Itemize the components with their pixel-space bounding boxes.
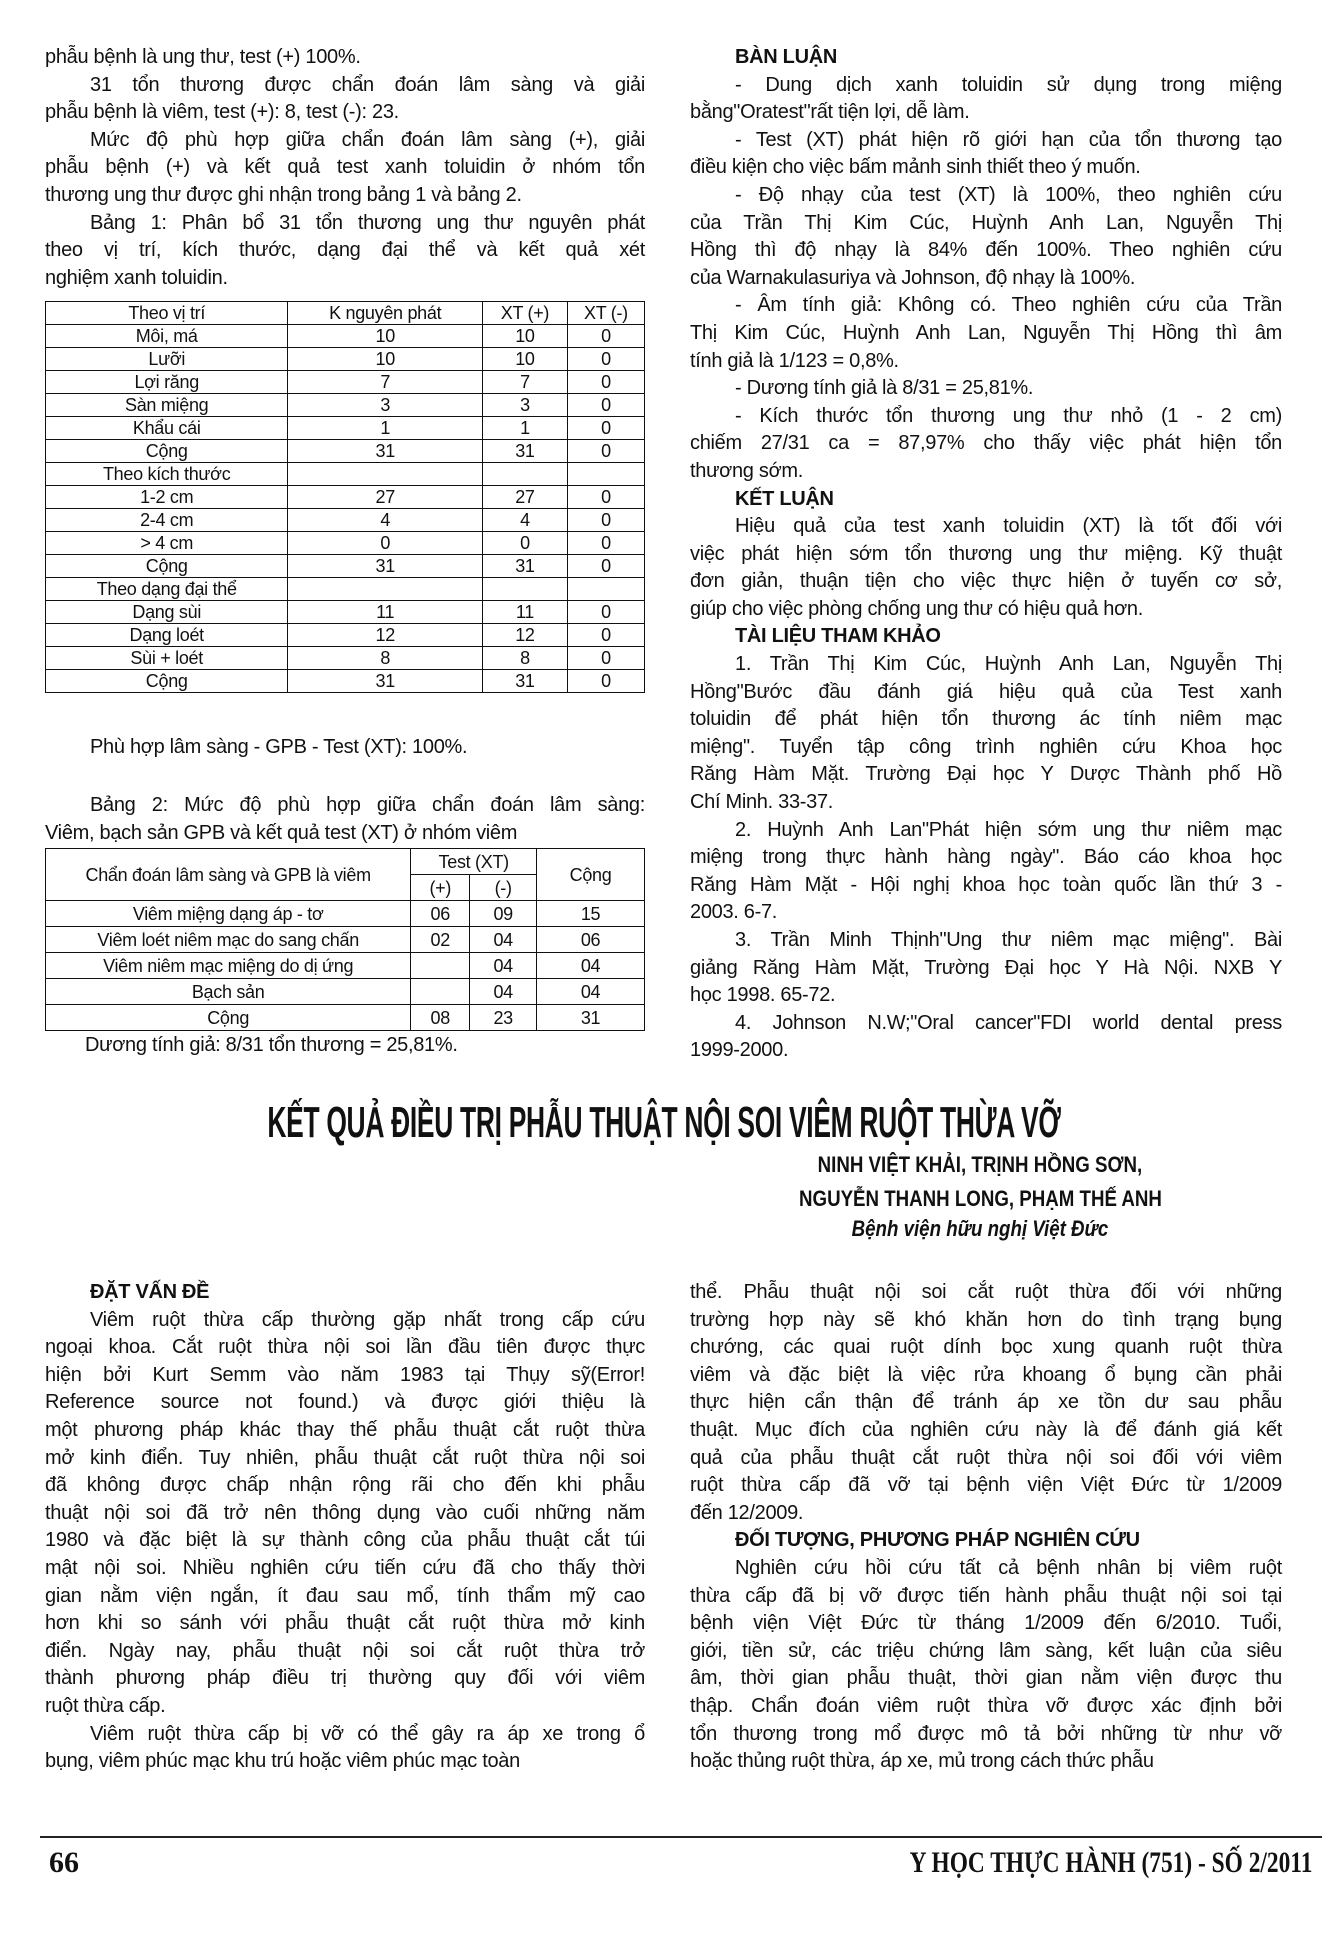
table-row <box>46 624 645 647</box>
journal-footer: Y HỌC THỰC HÀNH (751) - SỐ 2/2011 <box>909 1846 1312 1879</box>
table-cell: 0 <box>567 371 644 394</box>
table-row <box>46 979 645 1005</box>
table-cell: 31 <box>288 555 483 578</box>
text-line: - Âm tính giả: Không có. Theo nghiên cứu của Trần <box>735 294 1282 317</box>
table-row <box>46 509 645 532</box>
text-line: - Kích thước tổn thương ung thư nhỏ (1 - 2 cm) <box>735 404 1282 427</box>
text-line: thành phương pháp điều trị thường quy đối với viêm <box>45 1667 645 1690</box>
text-line: giới, tiền sử, các triệu chứng lâm sàng, kết luận của siêu <box>690 1639 1282 1662</box>
table-row <box>46 953 645 979</box>
table-cell: 3 <box>288 394 483 417</box>
text-line: miệng". Tuyển tập công trình nghiên cứu Khoa học <box>690 735 1282 758</box>
table-1-caption: Phù hợp lâm sàng - GPB - Test (XT): 100%. <box>90 736 468 758</box>
table-cell: 0 <box>567 555 644 578</box>
table-cell: 0 <box>482 532 567 555</box>
text-line: Thị Kim Cúc, Huỳnh Anh Lan, Nguyễn Thị Hồng thì âm <box>690 321 1282 344</box>
text-line: Chí Minh. 33-37. <box>690 791 834 814</box>
text-line: Hồng thì độ nhạy là 84% đến 100%. Theo nghiên cứu <box>690 239 1282 262</box>
text-line: phẫu bệnh là ung thư, test (+) 100%. <box>45 46 361 68</box>
table-cell: 15 <box>537 901 645 927</box>
text-line: 4. Johnson N.W;"Oral cancer"FDI world dental press <box>735 1011 1282 1034</box>
text-line: mở kinh điển. Tuy nhiên, phẫu thuật cắt ruột thừa nội soi <box>45 1446 645 1469</box>
table-cell: 10 <box>482 325 567 348</box>
text-line: quả của phẫu thuật cắt ruột thừa nội soi đối với viêm <box>690 1446 1282 1469</box>
table-cell: Lợi răng <box>46 371 288 394</box>
table-cell: 1-2 cm <box>46 486 288 509</box>
text-line: phẫu bệnh (+) và kết quả test xanh toluidin ở nhóm tổn <box>45 156 645 179</box>
text-line: đơn giản, thuận tiện cho việc thực hiện ở tuyến cơ sở, <box>690 570 1282 593</box>
table-cell: 8 <box>482 647 567 670</box>
table-cell <box>482 463 567 486</box>
text-line: Mức độ phù hợp giữa chẩn đoán lâm sàng (+), giải <box>90 128 645 151</box>
table-cell: 1 <box>482 417 567 440</box>
table-header-cell: Theo vị trí <box>46 302 288 325</box>
table-cell <box>411 953 470 979</box>
text-line: 1999-2000. <box>690 1039 789 1062</box>
top-left-text <box>45 44 645 292</box>
table-cell: 1 <box>288 417 483 440</box>
text-line: gian nằm viện ngắn, ít đau sau mổ, tính thẩm mỹ cao <box>45 1584 645 1607</box>
table-cell: 0 <box>288 532 483 555</box>
text-line: việc phát hiện sớm tổn thương ung thư miệng. Kỹ thuật <box>690 542 1282 565</box>
table-header-cell: K nguyên phát <box>288 302 483 325</box>
table-cell: Lưỡi <box>46 348 288 371</box>
table-cell: Môi, má <box>46 325 288 348</box>
table-row <box>46 901 645 927</box>
table-cell: 7 <box>288 371 483 394</box>
text-line: ngoại khoa. Cắt ruột thừa nội soi lần đầu tiên được thực <box>45 1336 645 1359</box>
text-line: Viêm, bạch sản GPB và kết quả test (XT) ở nhóm viêm <box>45 821 518 844</box>
text-line: Bảng 1: Phân bổ 31 tổn thương ung thư nguyên phát <box>90 211 645 234</box>
text-line: phẫu bệnh là viêm, test (+): 8, test (-): 23. <box>45 101 399 124</box>
table-cell: 31 <box>482 440 567 463</box>
text-line: điều kiện cho việc bấm mảnh sinh thiết theo ý muốn. <box>690 156 1141 179</box>
article-title <box>0 1098 1328 1148</box>
table-2-header-positive: (+) <box>411 875 470 901</box>
text-line: tổn thương trong mổ được mô tả bởi những từ như vỡ <box>690 1722 1282 1745</box>
text-line: 2003. 6-7. <box>690 901 778 924</box>
table-cell: 7 <box>482 371 567 394</box>
table-cell: 02 <box>411 927 470 953</box>
text-line: thuật. Mục đích của nghiên cứu này là để đánh giá kết <box>690 1418 1282 1441</box>
text-line: toluidin để phát hiện tổn thương ác tính niêm mạc <box>690 708 1282 731</box>
text-line: viêm và đặc biệt là việc rửa khoang ổ bụng cần phải <box>690 1363 1282 1386</box>
table-cell: Bạch sản <box>46 979 411 1005</box>
table-cell: 10 <box>482 348 567 371</box>
table-row <box>46 394 645 417</box>
text-line: Viêm ruột thừa cấp bị vỡ có thể gây ra áp xe trong ổ <box>90 1722 645 1745</box>
text-line: theo vị trí, kích thước, dạng đại thể và kết quả xét <box>45 239 645 262</box>
table-cell <box>567 463 644 486</box>
text-line: 3. Trần Minh Thịnh"Ung thư niêm mạc miệng". Bài <box>735 929 1282 951</box>
table-cell: 31 <box>288 440 483 463</box>
page-number: 66 <box>49 1846 79 1879</box>
table-cell: 0 <box>567 509 644 532</box>
table-row <box>46 532 645 555</box>
text-line: thừa cấp đã bị vỡ được tiến hành phẫu thuật nội soi tại <box>690 1584 1282 1607</box>
table-2-header-negative: (-) <box>470 875 537 901</box>
table-cell: 3 <box>482 394 567 417</box>
table-cell <box>567 578 644 601</box>
text-line: âm, thời gian phẫu thuật, thời gian nằm viện được thu <box>690 1667 1282 1690</box>
table-row <box>46 417 645 440</box>
table-cell: Dạng loét <box>46 624 288 647</box>
table-row <box>46 371 645 394</box>
section-heading: BÀN LUẬN <box>735 46 838 68</box>
table-2-caption: Dương tính giả: 8/31 tổn thương = 25,81%. <box>85 1034 458 1056</box>
table-row <box>46 486 645 509</box>
affiliation-text: Bệnh viện hữu nghị Việt Đức <box>851 1216 1109 1241</box>
table-cell: 0 <box>567 394 644 417</box>
text-line: tính giả là 1/123 = 0,8%. <box>690 349 899 372</box>
text-line: Hồng"Bước đầu đánh giá hiệu quả của Test xanh <box>690 680 1282 703</box>
table-cell: Sùi + loét <box>46 647 288 670</box>
table-cell: 31 <box>482 555 567 578</box>
text-line: chiếm 27/31 ca = 87,97% cho thấy việc phát hiện tổn <box>690 432 1282 455</box>
section-heading: TÀI LIỆU THAM KHẢO <box>735 625 941 648</box>
table-1 <box>45 301 645 693</box>
text-line: hơn khi so sánh với phẫu thuật cắt ruột thừa mở kinh <box>45 1612 645 1635</box>
table-cell: 06 <box>537 927 645 953</box>
text-line: đã không được chấp nhận rộng rãi cho đến khi phẫu <box>45 1474 645 1497</box>
table-cell: 4 <box>482 509 567 532</box>
table-cell <box>288 578 483 601</box>
authors-line-2 <box>700 1186 1260 1212</box>
top-right-text <box>690 44 1282 1065</box>
bottom-left-text <box>45 1279 645 1776</box>
table-cell: Khẩu cái <box>46 417 288 440</box>
text-line: thương ung thư được ghi nhận trong bảng 1 và bảng 2. <box>45 183 522 206</box>
table-cell: Viêm loét niêm mạc do sang chấn <box>46 927 411 953</box>
text-line: của Warnakulasuriya và Johnson, độ nhạy là 100%. <box>690 266 1136 289</box>
table-cell: 31 <box>482 670 567 693</box>
text-line: ruột thừa cấp. <box>45 1694 166 1717</box>
table-cell: 04 <box>537 979 645 1005</box>
text-line: Răng Hàm Mặt. Trường Đại học Y Dược Thành phố Hồ <box>690 763 1282 786</box>
table-cell: 0 <box>567 670 644 693</box>
text-line: Răng Hàm Mặt - Hội nghị khoa học toàn quốc lần thứ 3 - <box>690 873 1282 896</box>
text-line: chướng, các quai ruột dính bọc xung quanh ruột thừa <box>690 1336 1282 1359</box>
table-2-header-total: Cộng <box>537 849 645 901</box>
text-line: Reference source not found.) và được giới thiệu là <box>45 1391 645 1414</box>
table-cell: Viêm miệng dạng áp - tơ <box>46 901 411 927</box>
table-cell: Cộng <box>46 670 288 693</box>
table-cell: 27 <box>482 486 567 509</box>
authors-line-2-text: NGUYỄN THANH LONG, PHẠM THẾ ANH <box>798 1186 1162 1211</box>
table-cell: 10 <box>288 348 483 371</box>
text-line: đến 12/2009. <box>690 1501 804 1524</box>
table-cell: 04 <box>470 953 537 979</box>
text-line: bụng, viêm phúc mạc khu trú hoặc viêm phúc mạc toàn <box>45 1750 520 1773</box>
table-cell: Cộng <box>46 555 288 578</box>
table-row <box>46 1005 645 1031</box>
table-cell: Dạng sùi <box>46 601 288 624</box>
authors-line-1-text: NINH VIỆT KHẢI, TRỊNH HỒNG SƠN, <box>817 1152 1143 1177</box>
footer-rule <box>40 1836 1322 1838</box>
text-line: trường hợp này sẽ khó khăn hơn do tình trạng bụng <box>690 1308 1282 1331</box>
affiliation <box>700 1216 1260 1242</box>
table-cell: Cộng <box>46 1005 411 1031</box>
table-1-body <box>46 302 645 693</box>
table-cell: 0 <box>567 601 644 624</box>
text-line: hoặc thủng ruột thừa, áp xe, mủ trong cách thức phẫu <box>690 1750 1154 1773</box>
section-heading: ĐỐI TƯỢNG, PHƯƠNG PHÁP NGHIÊN CỨU <box>735 1529 1140 1552</box>
table-2 <box>45 848 645 1031</box>
table-row <box>46 647 645 670</box>
text-line: bằng"Oratest"rất tiện lợi, dễ làm. <box>690 101 970 124</box>
text-line: - Độ nhạy của test (XT) là 100%, theo nghiên cứu <box>735 183 1282 206</box>
section-heading: ĐẶT VẤN ĐỀ <box>90 1281 210 1303</box>
table-cell <box>288 463 483 486</box>
text-line: thể. Phẫu thuật nội soi cắt ruột thừa đối với những <box>690 1281 1282 1303</box>
table-cell: 0 <box>567 440 644 463</box>
table-row <box>46 670 645 693</box>
table-header-cell: XT (+) <box>482 302 567 325</box>
text-line: mật nội soi. Nhiều nghiên cứu tiến cứu đã cho thấy thời <box>45 1556 645 1579</box>
text-line: - Test (XT) phát hiện rõ giới hạn của tổn thương tạo <box>735 128 1282 151</box>
table-cell: 04 <box>537 953 645 979</box>
table-cell <box>411 979 470 1005</box>
table-cell: 08 <box>411 1005 470 1031</box>
table-row <box>46 578 645 601</box>
table-cell: 12 <box>482 624 567 647</box>
table-row <box>46 601 645 624</box>
table-cell: Theo kích thước <box>46 463 288 486</box>
table-row <box>46 927 645 953</box>
table-2-body <box>46 901 645 1031</box>
table-2-header-test: Test (XT) <box>411 849 537 875</box>
text-line: một phương pháp khác thay thế phẫu thuật cắt ruột thừa <box>45 1418 645 1441</box>
text-line: giúp cho việc phòng chống ung thư có hiệu quả hơn. <box>690 597 1143 620</box>
text-line: - Dương tính giả là 8/31 = 25,81%. <box>735 377 1034 400</box>
table-cell: 06 <box>411 901 470 927</box>
table-row <box>46 348 645 371</box>
text-line: Bảng 2: Mức độ phù hợp giữa chẩn đoán lâm sàng: <box>90 794 645 816</box>
table-cell: Sàn miệng <box>46 394 288 417</box>
table-cell: 8 <box>288 647 483 670</box>
table-cell: 0 <box>567 417 644 440</box>
table-header-row <box>46 302 645 325</box>
article-title-text: KẾT QUẢ ĐIỀU TRỊ PHẪU THUẬT NỘI SOI VIÊM RUỘT THỪA VỠ <box>267 1098 1061 1147</box>
table-row <box>46 555 645 578</box>
text-line: 2. Huỳnh Anh Lan"Phát hiện sớm ung thư niêm mạc <box>735 818 1282 841</box>
table-cell: 10 <box>288 325 483 348</box>
table-cell: 0 <box>567 325 644 348</box>
text-line: 31 tổn thương được chẩn đoán lâm sàng và giải <box>90 73 645 96</box>
table-header-cell: XT (-) <box>567 302 644 325</box>
text-line: của Trần Thị Kim Cúc, Huỳnh Anh Lan, Nguyễn Thị <box>690 211 1282 234</box>
text-line: điển. Ngày nay, phẫu thuật nội soi cắt ruột thừa trở <box>45 1639 645 1662</box>
table-cell: 4 <box>288 509 483 532</box>
table-cell: Viêm niêm mạc miệng do dị ứng <box>46 953 411 979</box>
table-cell: 12 <box>288 624 483 647</box>
table-cell: 0 <box>567 486 644 509</box>
text-line: thuật nội soi đã trở nên thông dụng vào cuối những năm <box>45 1501 645 1524</box>
text-line: Hiệu quả của test xanh toluidin (XT) là tốt đối với <box>735 515 1282 538</box>
text-line: Nghiên cứu hồi cứu tất cả bệnh nhân bị viêm ruột <box>735 1556 1282 1579</box>
text-line: bệnh viện Việt Đức từ tháng 1/2009 đến 6/2010. Tuổi, <box>690 1612 1282 1635</box>
text-line: học 1998. 65-72. <box>690 984 836 1007</box>
table-cell: Theo dạng đại thể <box>46 578 288 601</box>
table-cell: 31 <box>537 1005 645 1031</box>
text-line: miệng trong thực hành hàng ngày". Báo cáo khoa học <box>690 846 1282 869</box>
text-line: - Dung dịch xanh toluidin sử dụng trong miệng <box>735 73 1282 96</box>
table-cell: > 4 cm <box>46 532 288 555</box>
text-line: 1980 và đặc biệt là sự thành công của phẫu thuật cắt túi <box>45 1529 645 1552</box>
text-line: thực hiện cẩn thận để tránh áp xe tồn dư sau phẫu <box>690 1391 1282 1414</box>
text-line: hiện bởi Kurt Semm vào năm 1983 tại Thụy sỹ(Error! <box>45 1363 645 1386</box>
table-cell: 2-4 cm <box>46 509 288 532</box>
table-cell: 11 <box>482 601 567 624</box>
bottom-right-text <box>690 1279 1282 1776</box>
table-cell: 09 <box>470 901 537 927</box>
table-cell: 23 <box>470 1005 537 1031</box>
table-cell: 31 <box>288 670 483 693</box>
table-row <box>46 463 645 486</box>
table-2-intro <box>45 792 645 847</box>
table-cell: 04 <box>470 979 537 1005</box>
table-cell: Cộng <box>46 440 288 463</box>
authors-line-1 <box>700 1152 1260 1178</box>
text-line: ruột thừa cấp đã vỡ tại bệnh viện Việt Đức từ 1/2009 <box>690 1474 1282 1497</box>
table-2-header-diagnosis: Chẩn đoán lâm sàng và GPB là viêm <box>46 849 411 901</box>
table-row <box>46 325 645 348</box>
table-cell: 0 <box>567 348 644 371</box>
text-line: Viêm ruột thừa cấp thường gặp nhất trong cấp cứu <box>90 1308 645 1331</box>
text-line: giảng Răng Hàm Mặt, Trường Đại học Y Hà Nội. NXB Y <box>690 956 1282 979</box>
table-cell: 11 <box>288 601 483 624</box>
table-cell: 0 <box>567 624 644 647</box>
table-cell: 04 <box>470 927 537 953</box>
section-heading: KẾT LUẬN <box>735 487 834 510</box>
table-cell: 0 <box>567 647 644 670</box>
table-cell: 27 <box>288 486 483 509</box>
table-cell <box>482 578 567 601</box>
text-line: thập. Chẩn đoán viêm ruột thừa vỡ được xác định bởi <box>690 1694 1282 1717</box>
text-line: nghiệm xanh toluidin. <box>45 266 228 289</box>
table-cell: 0 <box>567 532 644 555</box>
text-line: 1. Trần Thị Kim Cúc, Huỳnh Anh Lan, Nguyễn Thị <box>735 653 1282 676</box>
table-row <box>46 440 645 463</box>
text-line: thương sớm. <box>690 459 804 482</box>
